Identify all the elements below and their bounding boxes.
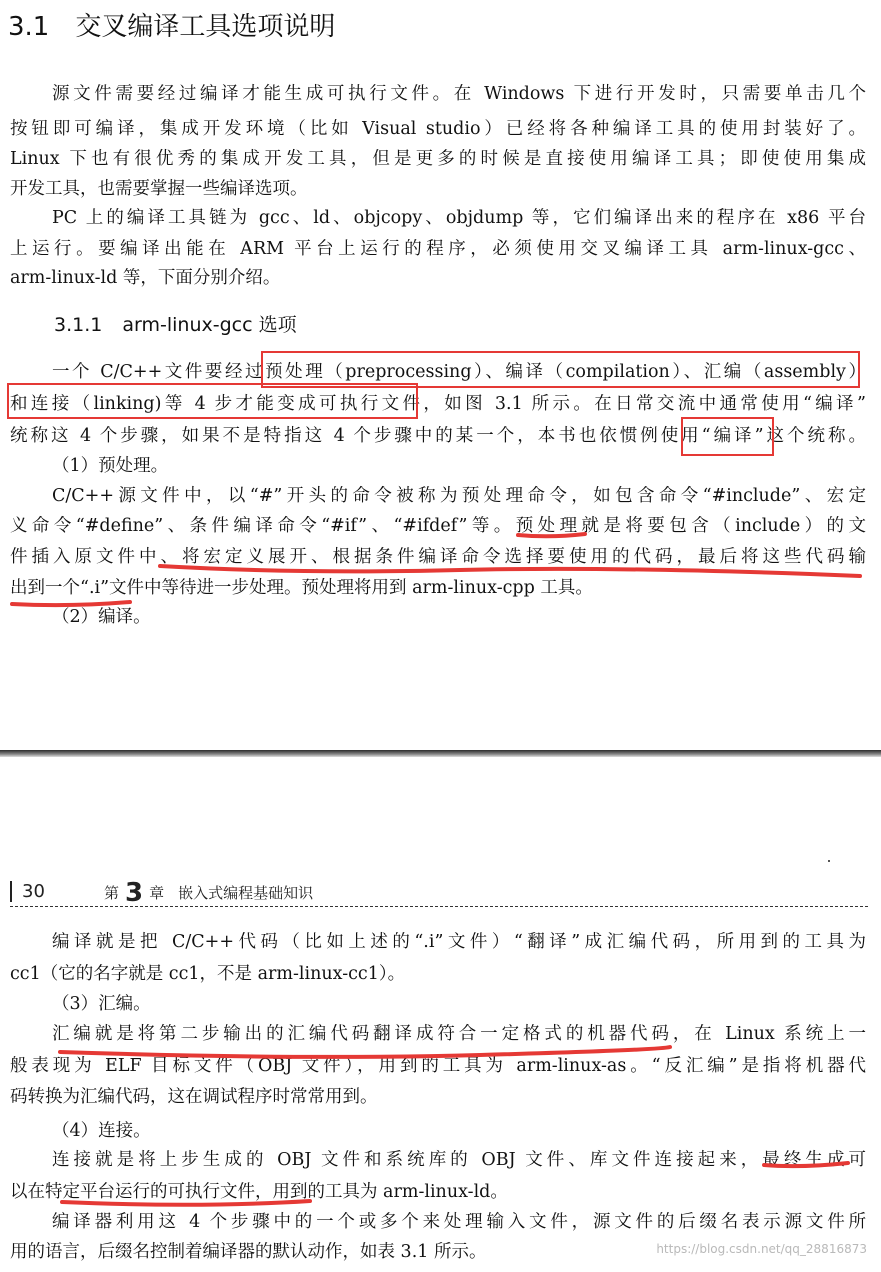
paragraph-line: 用的语言，后缀名控制着编译器的默认动作，如表 3.1 所示。 bbox=[10, 1242, 487, 1262]
subsection-title-text: arm-linux-gcc 选项 bbox=[122, 314, 297, 336]
paragraph-line: Linux 下也有很优秀的集成开发工具，但是更多的时候是直接使用编译工具；即使使用集成 bbox=[10, 149, 866, 169]
list-heading: （3）汇编。 bbox=[52, 994, 151, 1014]
subsection-number: 3.1.1 bbox=[54, 314, 103, 336]
chapter-suffix: 章 bbox=[149, 884, 165, 902]
paragraph-line: 般表现为 ELF 目标文件（OBJ 文件），用到的工具为 arm-linux-as。“反汇编”是指将机器代 bbox=[10, 1056, 866, 1076]
list-heading: （2）编译。 bbox=[52, 607, 151, 627]
paragraph-line: 以在特定平台运行的可执行文件，用到的工具为 arm-linux-ld。 bbox=[10, 1182, 508, 1202]
paragraph-line: 编译就是把 C/C++代码（比如上述的“.i”文件）“翻译”成汇编代码，所用到的工具为 bbox=[52, 932, 866, 952]
chapter-title: 嵌入式编程基础知识 bbox=[178, 884, 314, 902]
highlight-box bbox=[681, 417, 774, 456]
paragraph-line: 编译器利用这 4 个步骤中的一个或多个来处理输入文件，源文件的后缀名表示源文件所 bbox=[52, 1212, 866, 1232]
paragraph-line: cc1（它的名字就是 cc1，不是 arm-linux-cc1）。 bbox=[10, 964, 406, 984]
chapter-label bbox=[104, 878, 313, 908]
paragraph-line: C/C++源文件中，以“#”开头的命令被称为预处理命令，如包含命令“#include”、宏定 bbox=[52, 486, 866, 506]
paragraph-line: 统称这 4 个步骤，如果不是特指这 4 个步骤中的某一个，本书也依惯例使用“编译”这个统称。 bbox=[10, 426, 866, 446]
chapter-number: 3 bbox=[125, 878, 144, 908]
section-number: 3.1 bbox=[8, 12, 50, 42]
paragraph-line: 按钮即可编译，集成开发环境（比如 Visual studio）已经将各种编译工具的使用封装好了。 bbox=[10, 119, 866, 139]
page-number: 30 bbox=[10, 881, 45, 902]
paragraph-line: 开发工具，也需要掌握一些编译选项。 bbox=[10, 179, 308, 199]
paragraph-line: 一个 C/C++文件要经过预处理（preprocessing）、编译（compilation）、汇编（assembly） bbox=[52, 362, 866, 382]
paragraph-line: arm-linux-ld 等，下面分别介绍。 bbox=[10, 268, 281, 288]
section-title bbox=[8, 6, 335, 43]
paragraph-line: 汇编就是将第二步输出的汇编代码翻译成符合一定格式的机器代码，在 Linux 系统上一 bbox=[52, 1024, 866, 1044]
chapter-prefix: 第 bbox=[104, 884, 120, 902]
paragraph-line: 件插入原文件中、将宏定义展开、根据条件编译命令选择要使用的代码，最后将这些代码输 bbox=[10, 547, 866, 567]
highlight-box bbox=[7, 383, 418, 419]
list-heading: （4）连接。 bbox=[52, 1121, 151, 1141]
paragraph-line: 源文件需要经过编译才能生成可执行文件。在 Windows 下进行开发时，只需要单击几个 bbox=[52, 84, 866, 104]
paragraph-line: 上运行。要编译出能在 ARM 平台上运行的程序，必须使用交叉编译工具 arm-linux-gcc、 bbox=[10, 239, 866, 259]
section-title-text: 交叉编译工具选项说明 bbox=[75, 12, 336, 42]
paragraph-line: 出到一个“.i”文件中等待进一步处理。预处理将用到 arm-linux-cpp 工具。 bbox=[10, 578, 593, 598]
list-heading: （1）预处理。 bbox=[52, 456, 169, 476]
paragraph-line: 义命令“#define”、条件编译命令“#if”、“#ifdef”等。预处理就是将要包含（include）的文 bbox=[10, 516, 866, 536]
paragraph-line: 和连接（linking)等 4 步才能变成可执行文件，如图 3.1 所示。在日常交流中通常使用“编译” bbox=[10, 394, 866, 414]
paragraph-line: 码转换为汇编代码，这在调试程序时常常用到。 bbox=[10, 1087, 378, 1107]
speck bbox=[828, 860, 830, 862]
paragraph-line: 连接就是将上步生成的 OBJ 文件和系统库的 OBJ 文件、库文件连接起来，最终生成可 bbox=[52, 1150, 866, 1170]
paragraph-line: PC 上的编译工具链为 gcc、ld、objcopy、objdump 等，它们编译出来的程序在 x86 平台 bbox=[52, 208, 866, 228]
page-header bbox=[10, 876, 868, 907]
subsection-title bbox=[54, 310, 297, 337]
watermark: https://blog.csdn.net/qq_28816873 bbox=[656, 1242, 867, 1256]
page-divider bbox=[0, 750, 881, 757]
